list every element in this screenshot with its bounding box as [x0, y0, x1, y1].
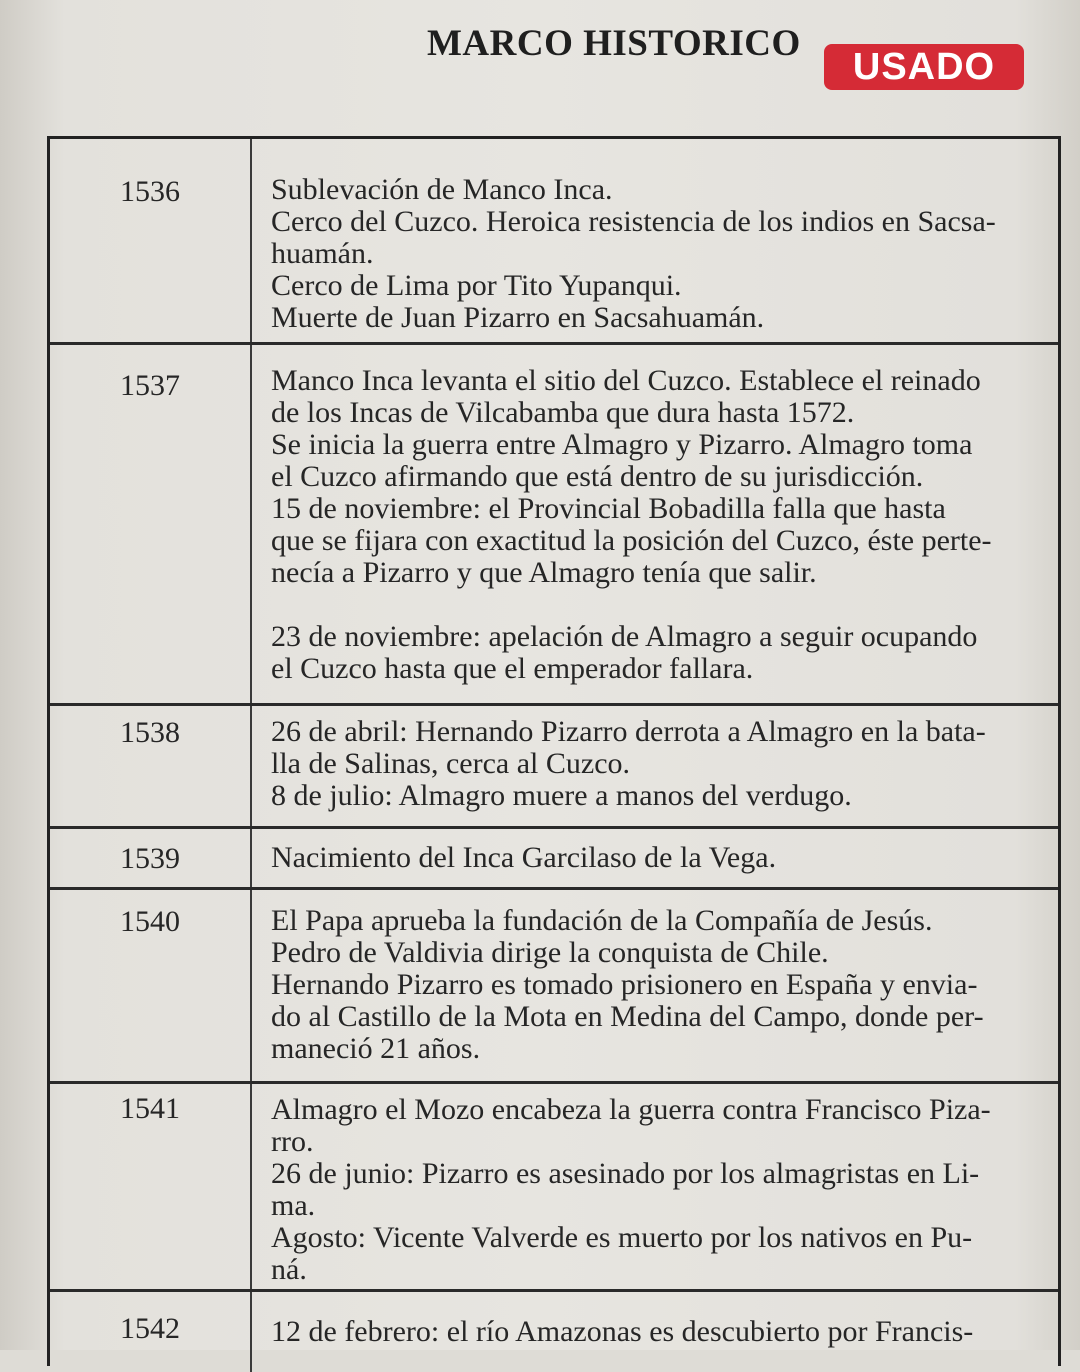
event-line: lla de Salinas, cerca al Cuzco. — [271, 747, 631, 780]
event-line: que se fijara con exactitud la posición del Cuzco, éste perte- — [271, 524, 992, 557]
event-line: ná. — [271, 1253, 307, 1286]
year-cell: 1539 — [120, 842, 180, 875]
event-cell — [271, 365, 1047, 685]
event-line: Sublevación de Manco Inca. — [271, 173, 613, 206]
event-line: ma. — [271, 1189, 316, 1222]
event-cell — [271, 1094, 1047, 1286]
table-row — [50, 139, 1058, 345]
event-line: 8 de julio: Almagro muere a manos del verdugo. — [271, 779, 852, 812]
event-line: el Cuzco afirmando que está dentro de su jurisdicción. — [271, 460, 924, 493]
table-row — [50, 345, 1058, 706]
event-line: Hernando Pizarro es tomado prisionero en España y envia- — [271, 968, 978, 1001]
year-cell: 1536 — [120, 175, 180, 208]
event-line: 12 de febrero: el río Amazonas es descubierto por Francis- — [271, 1315, 974, 1348]
event-line: Manco Inca levanta el sitio del Cuzco. Establece el reinado — [271, 364, 981, 397]
event-line: Pedro de Valdivia dirige la conquista de Chile. — [271, 936, 829, 969]
page-title: MARCO HISTORICO — [427, 23, 801, 64]
table-row — [50, 829, 1058, 890]
event-line: rro. — [271, 1125, 314, 1158]
used-badge: USADO — [824, 44, 1024, 90]
year-cell: 1537 — [120, 369, 180, 402]
event-line: Agosto: Vicente Valverde es muerto por los nativos en Pu- — [271, 1221, 973, 1254]
event-line: de los Incas de Vilcabamba que dura hasta 1572. — [271, 396, 855, 429]
event-cell — [271, 842, 1047, 874]
event-line: Cerco del Cuzco. Heroica resistencia de los indios en Sacsa- — [271, 205, 996, 238]
event-line — [271, 589, 1047, 621]
year-cell: 1542 — [120, 1312, 180, 1345]
event-line: 26 de junio: Pizarro es asesinado por los almagristas en Li- — [271, 1157, 980, 1190]
table-row — [50, 1084, 1058, 1292]
event-line: el Cuzco hasta que el emperador fallara. — [271, 652, 754, 685]
year-cell: 1540 — [120, 905, 180, 938]
event-line: Muerte de Juan Pizarro en Sacsahuamán. — [271, 301, 765, 334]
event-cell — [271, 1316, 1047, 1348]
table-row — [50, 706, 1058, 829]
event-line: Cerco de Lima por Tito Yupanqui. — [271, 269, 682, 302]
event-cell — [271, 905, 1047, 1065]
chronology-table — [47, 136, 1061, 1366]
table-row — [50, 1292, 1058, 1372]
table-row — [50, 890, 1058, 1084]
event-cell — [271, 716, 1047, 812]
event-line: 23 de noviembre: apelación de Almagro a seguir ocupando — [271, 620, 978, 653]
event-line: Almagro el Mozo encabeza la guerra contra Francisco Piza- — [271, 1093, 991, 1126]
year-cell: 1538 — [120, 716, 180, 749]
event-cell — [271, 174, 1047, 334]
event-line: huamán. — [271, 237, 374, 270]
year-cell: 1541 — [120, 1092, 180, 1125]
event-line: necía a Pizarro y que Almagro tenía que salir. — [271, 556, 817, 589]
event-line: Nacimiento del Inca Garcilaso de la Vega. — [271, 841, 777, 874]
event-line: 15 de noviembre: el Provincial Bobadilla falla que hasta — [271, 492, 946, 525]
event-line: do al Castillo de la Mota en Medina del Campo, donde per- — [271, 1000, 984, 1033]
event-line: El Papa aprueba la fundación de la Compañía de Jesús. — [271, 904, 933, 937]
event-line: Se inicia la guerra entre Almagro y Pizarro. Almagro toma — [271, 428, 973, 461]
event-line: 26 de abril: Hernando Pizarro derrota a Almagro en la bata- — [271, 715, 986, 748]
event-line: maneció 21 años. — [271, 1032, 481, 1065]
